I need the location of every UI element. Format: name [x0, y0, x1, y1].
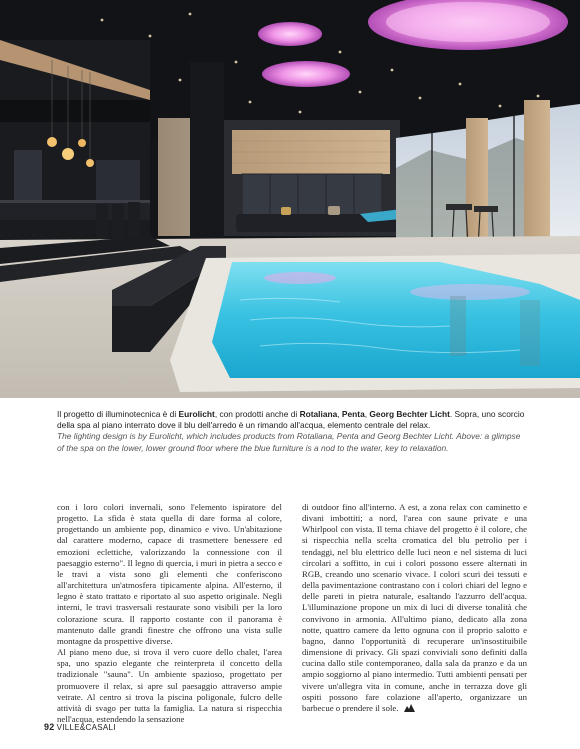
article-column-left	[57, 502, 282, 725]
article-column-right	[302, 502, 527, 714]
article-paragraph: con i loro colori invernali, sono l'elemento ispiratore del progetto. La sfida è stata quella di dare forma al colore, progettando un ambiente pop, dinamico e vivo. Un'abitazione dal carattere moderno, capace di trasmettere benessere ed emozioni eclettiche, valorizzando la connessione con il paesaggio esterno". Il legno di quercia, i muri in pietra a secco e le travi a vista sono gli elementi che conferiscono all'architettura un'atmosfera tipicamente alpina. All'esterno, il legno è stato trattato e riportato al suo aspetto originale. Negli interni, le travi trasversali restaurate sono visibili per la loro colorazione scura. Il rapporto costante con il panorama è mantenuto dalle grandi finestre che offrono una vista sulle montagne da prospettive diverse.	[57, 502, 282, 646]
end-of-article-icon	[404, 704, 415, 712]
photo-caption	[57, 409, 527, 454]
magazine-name: VILLE&CASALI	[56, 723, 116, 732]
page-number: 92	[44, 722, 55, 732]
caption-italian: Il progetto di illuminotecnica è di Eurolicht, con prodotti anche di Rotaliana, Penta, Georg Bechter Licht. Sopra, uno scorcio della spa al piano interrato dove il blu dell'arredo è un rimando all'acqua, elemento centrale del relax.	[57, 409, 525, 431]
page-footer	[44, 722, 116, 732]
caption-english: The lighting design is by Eurolicht, which includes products from Rotaliana, Penta and Georg Bechter Licht. Above: a glimpse of the spa on the lower, lower ground floor where the blue furniture is a nod to the water, key to relaxation.	[57, 431, 521, 453]
article-paragraph: di outdoor fino all'interno. A est, a zona relax con caminetto e divani imbottiti; a nord, l'area con saune private e una Whirlpool con vista. Il tema chiave del progetto è il colore, che si rispecchia nella scelta cromatica del blu petrolio per i tendaggi, nel blu elettrico delle luci neon e nel sistema di luci circolari a soffitto, in cui i colori possono essere alternati in RGB, creando uno scenario vivace. I colori scuri dei tessuti e della pavimentazione contrastano con i colori chiari del legno e delle pareti in pietra naturale, esaltando l'azzurro dell'acqua. L'illuminazione propone un mix di luci di diverse tonalità che convivono in armonia. All'ultimo piano, dedicato alla zona notte, quattro camere da letto ognuna con il proprio salotto e bagno, danno l'opportunità di recuperare un'insostituibile dimensione di privacy. Gli spazi conviviali sono definiti dalla cucina dallo stile contemporaneo, dalla sala da pranzo e da un ampio soggiorno al piano intermedio. Tutti ambienti pensati per vivere un'allegra vita in comune, anche in terrazza dove gli ospiti possono fare colazione all'aperto, organizzare un barbecue o prendere il sole.	[302, 502, 527, 713]
article-paragraph: Al piano meno due, si trova il vero cuore dello chalet, l'area spa, uno spazio elegante che reinterpreta il concetto della tradizionale "sauna". Un ambiente spazioso, progettato per promuovere il relax, si apre sul paesaggio attraverso ampie vetrate. Al centro si trova la piscina poligonale, fulcro delle attività di svago per tutta la famiglia. La natura si rispecchia nell'acqua, estendendo la sensazione	[57, 647, 282, 724]
brand-penta: Penta	[341, 409, 365, 419]
brand-eurolicht: Eurolicht	[178, 409, 215, 419]
brand-georg-bechter-licht: Georg Bechter Licht	[369, 409, 450, 419]
brand-rotaliana: Rotaliana	[299, 409, 338, 419]
